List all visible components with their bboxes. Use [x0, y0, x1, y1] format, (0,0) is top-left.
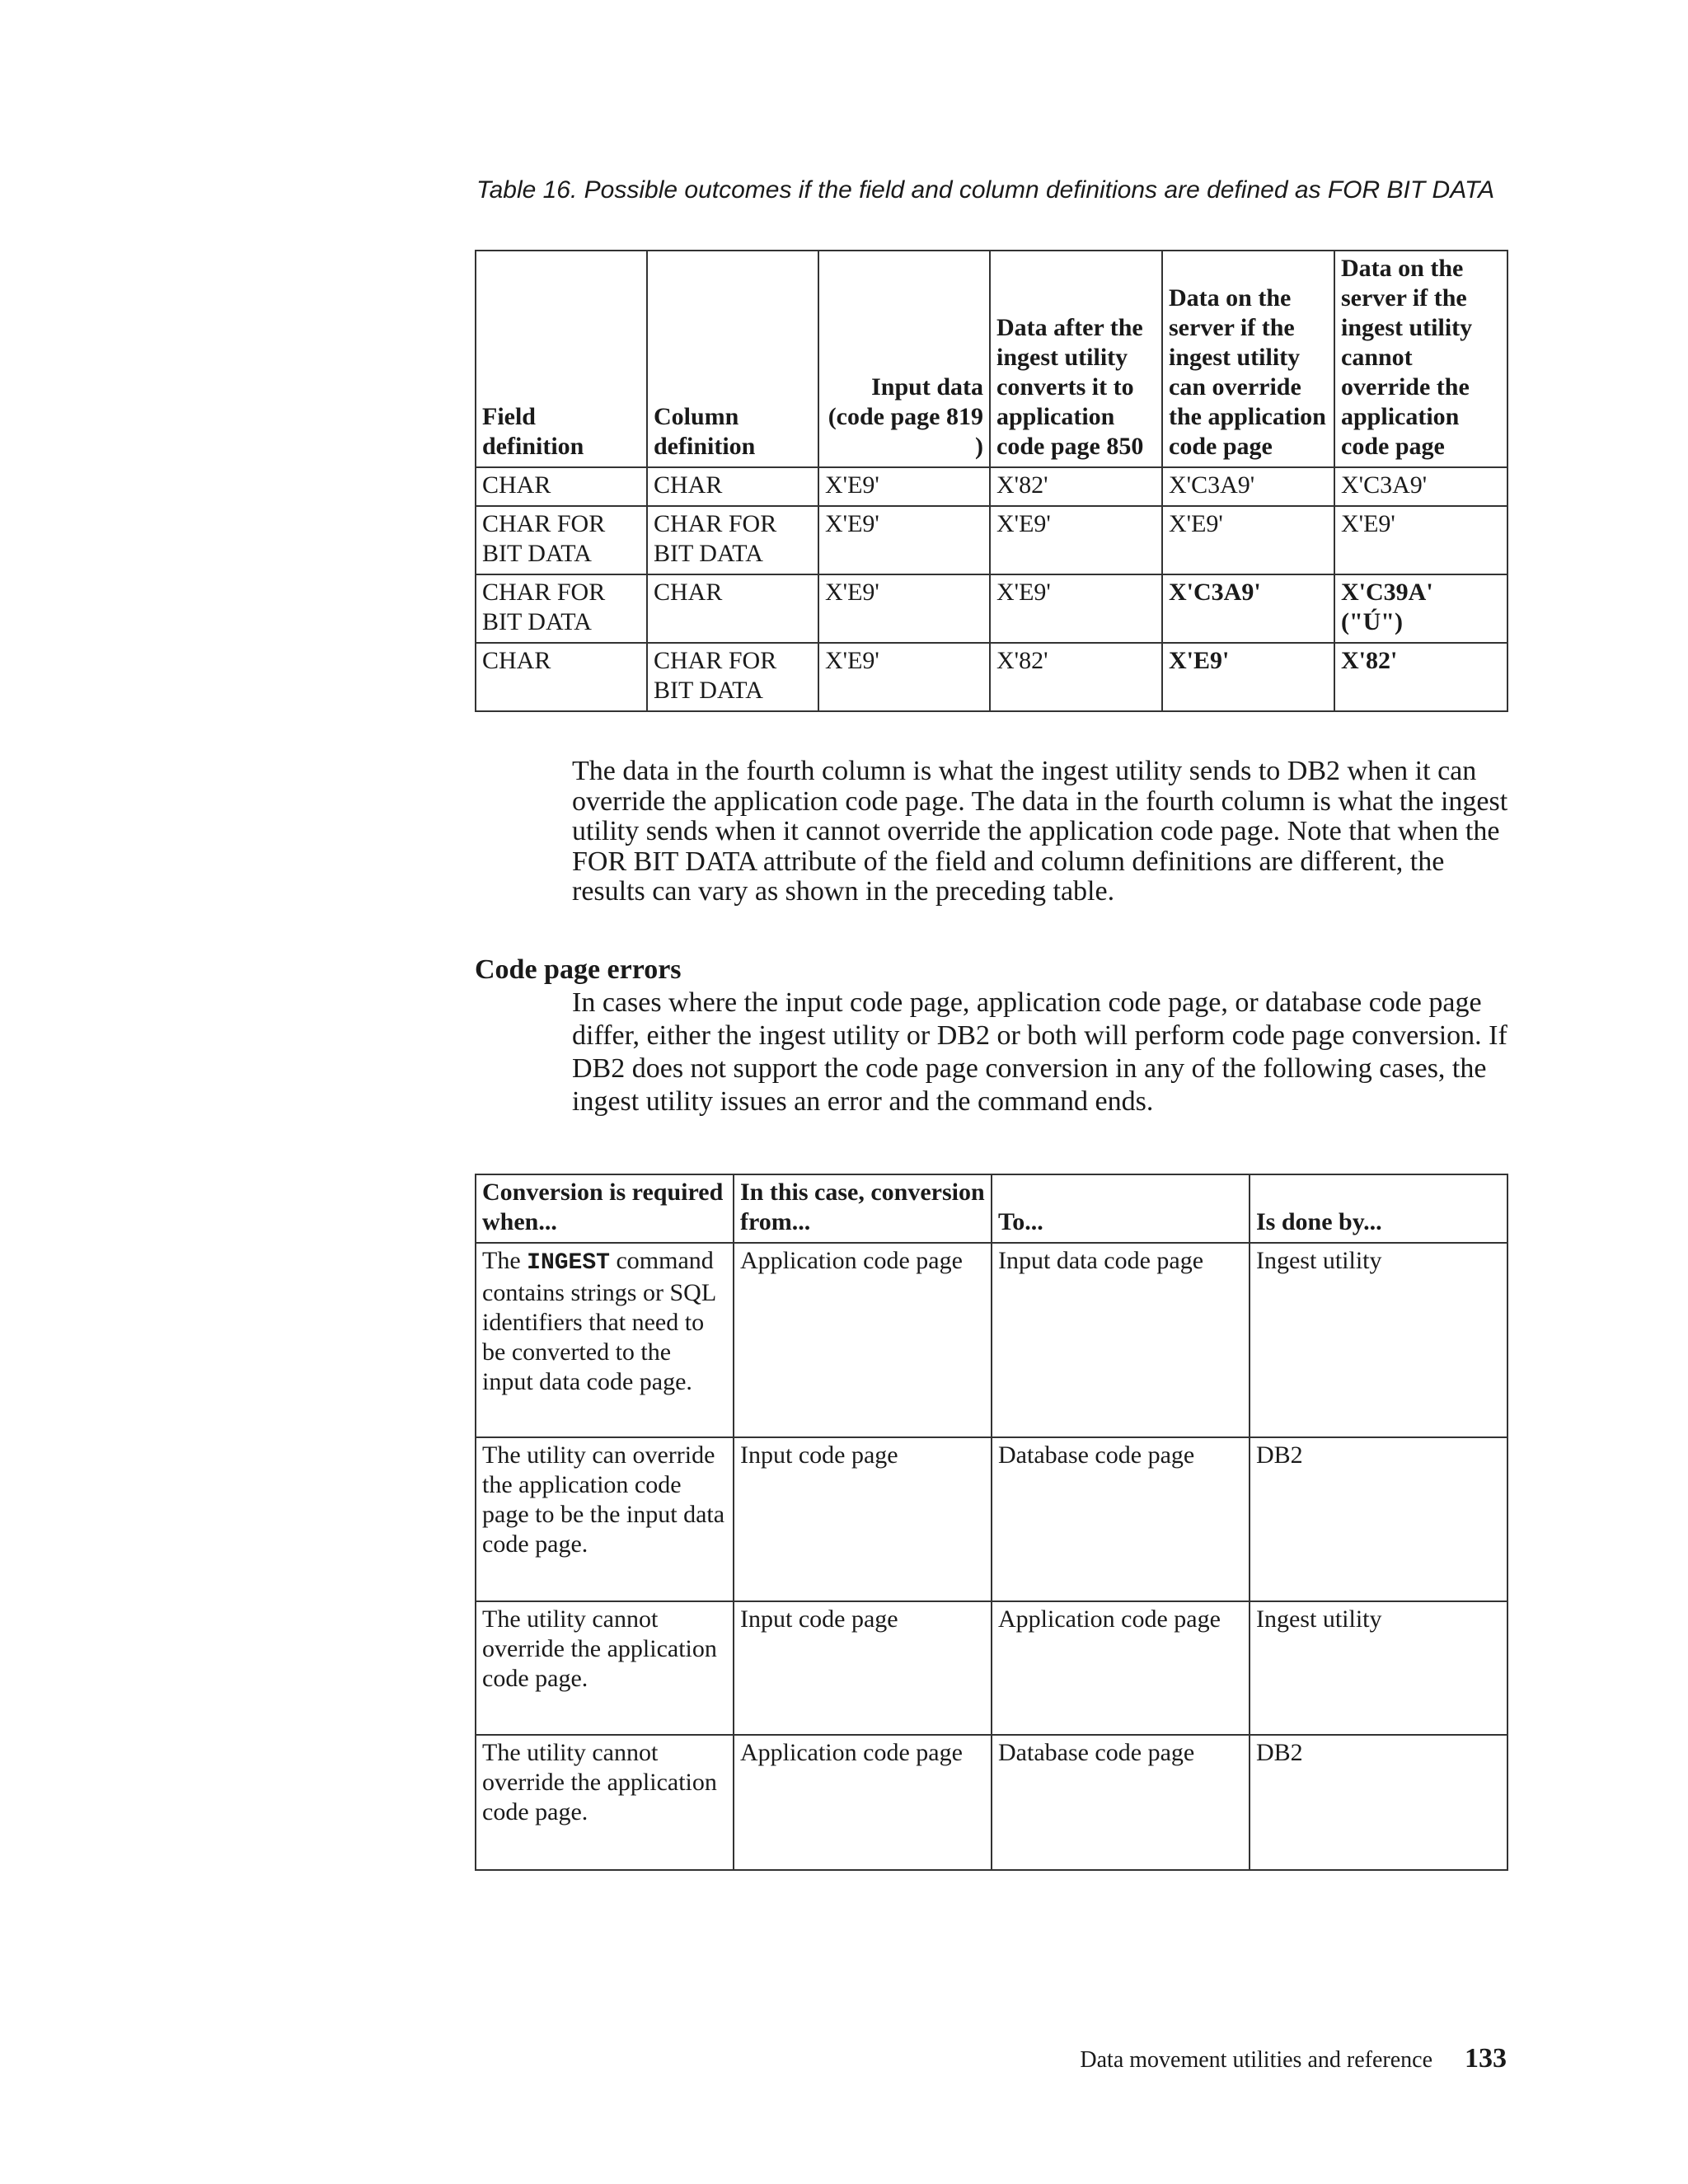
table-cell: Input data code page	[992, 1243, 1250, 1437]
header-field-definition: Field definition	[476, 251, 647, 467]
table-cell: X'E9'	[990, 506, 1162, 574]
table-row	[476, 643, 1507, 711]
page-footer	[1080, 2042, 1507, 2077]
code-page-errors-paragraph: In cases where the input code page, application code page, or database code page differ, either the ingest utility or DB2 or both will perform code page conversion. If DB2 does not support the code page conversion in any of the following cases, the ingest utility issues an error and the command ends.	[572, 987, 1507, 1117]
table-cell: CHAR FOR BIT DATA	[476, 506, 647, 574]
table-cell: X'E9'	[818, 574, 990, 643]
table-row	[476, 506, 1507, 574]
table-row	[476, 1735, 1507, 1870]
condition-text: The	[482, 1247, 528, 1274]
table-cell: X'82'	[990, 467, 1162, 506]
condition-text: command contains strings or SQL identifiers that need to be converted to the input data code page.	[482, 1247, 716, 1395]
table-row	[476, 1601, 1507, 1735]
table-cell-highlight: X'C39A' ("Ú")	[1334, 574, 1507, 643]
table-cell-condition	[476, 1243, 734, 1437]
table-row	[476, 1437, 1507, 1601]
table-header-row	[476, 251, 1507, 467]
table-cell: CHAR FOR BIT DATA	[476, 574, 647, 643]
table-cell: CHAR FOR BIT DATA	[647, 506, 818, 574]
code-page-errors-heading: Code page errors	[475, 954, 682, 985]
table-cell: X'E9'	[818, 643, 990, 711]
header-converted-data: Data after the ingest utility converts it to application code page 850	[990, 251, 1162, 467]
table-cell: CHAR	[476, 643, 647, 711]
header-conversion-required: Conversion is required when...	[476, 1174, 734, 1243]
table-cell: X'E9'	[1162, 506, 1334, 574]
header-server-data-override: Data on the server if the ingest utility can override the application code page	[1162, 251, 1334, 467]
table-cell: Input code page	[734, 1437, 992, 1601]
table-cell: X'E9'	[818, 467, 990, 506]
table-cell-condition: The utility can override the application code page to be the input data code page.	[476, 1437, 734, 1601]
table-cell: X'E9'	[990, 574, 1162, 643]
table-cell: Input code page	[734, 1601, 992, 1735]
table-cell: CHAR FOR BIT DATA	[647, 643, 818, 711]
table-header-row	[476, 1174, 1507, 1243]
ingest-command-code: INGEST	[527, 1250, 610, 1276]
table-caption: Table 16. Possible outcomes if the field and column definitions are defined as FOR BIT DATA	[476, 176, 1495, 204]
table-cell: Ingest utility	[1250, 1601, 1507, 1735]
table-row	[476, 574, 1507, 643]
table-row	[476, 467, 1507, 506]
table-cell-condition: The utility cannot override the application code page.	[476, 1735, 734, 1870]
header-input-data: Input data (code page 819 )	[818, 251, 990, 467]
table-cell: Database code page	[992, 1735, 1250, 1870]
table-row	[476, 1243, 1507, 1437]
table-cell: X'C3A9'	[1162, 467, 1334, 506]
header-server-data-no-override: Data on the server if the ingest utility cannot override the application code page	[1334, 251, 1507, 467]
table-cell: X'C3A9'	[1334, 467, 1507, 506]
code-page-outcomes-table	[475, 250, 1508, 712]
table-cell: Application code page	[992, 1601, 1250, 1735]
header-column-definition: Column definition	[647, 251, 818, 467]
footer-section-title: Data movement utilities and reference	[1080, 2047, 1432, 2073]
table-cell: X'E9'	[1334, 506, 1507, 574]
code-page-conversion-table	[475, 1174, 1508, 1871]
table-cell: Database code page	[992, 1437, 1250, 1601]
table-cell: Ingest utility	[1250, 1243, 1507, 1437]
header-conversion-to: To...	[992, 1174, 1250, 1243]
table-cell: X'E9'	[818, 506, 990, 574]
table-cell: CHAR	[647, 574, 818, 643]
table-cell: X'82'	[990, 643, 1162, 711]
table-cell-highlight: X'E9'	[1162, 643, 1334, 711]
table-cell: DB2	[1250, 1437, 1507, 1601]
table-cell-highlight: X'82'	[1334, 643, 1507, 711]
table-cell-highlight: X'C3A9'	[1162, 574, 1334, 643]
table-cell: Application code page	[734, 1735, 992, 1870]
page-number: 133	[1465, 2043, 1507, 2074]
table-cell: CHAR	[476, 467, 647, 506]
header-done-by: Is done by...	[1250, 1174, 1507, 1243]
explanation-paragraph: The data in the fourth column is what the ingest utility sends to DB2 when it can override the application code page. The data in the fourth column is what the ingest utility sends when it cannot override the application code page. Note that when the FOR BIT DATA attribute of the field and column definitions are different, the results can vary as shown in the preceding table.	[572, 756, 1508, 907]
table-cell: Application code page	[734, 1243, 992, 1437]
table-cell: DB2	[1250, 1735, 1507, 1870]
table-cell-condition: The utility cannot override the application code page.	[476, 1601, 734, 1735]
header-conversion-from: In this case, conversion from...	[734, 1174, 992, 1243]
table-cell: CHAR	[647, 467, 818, 506]
